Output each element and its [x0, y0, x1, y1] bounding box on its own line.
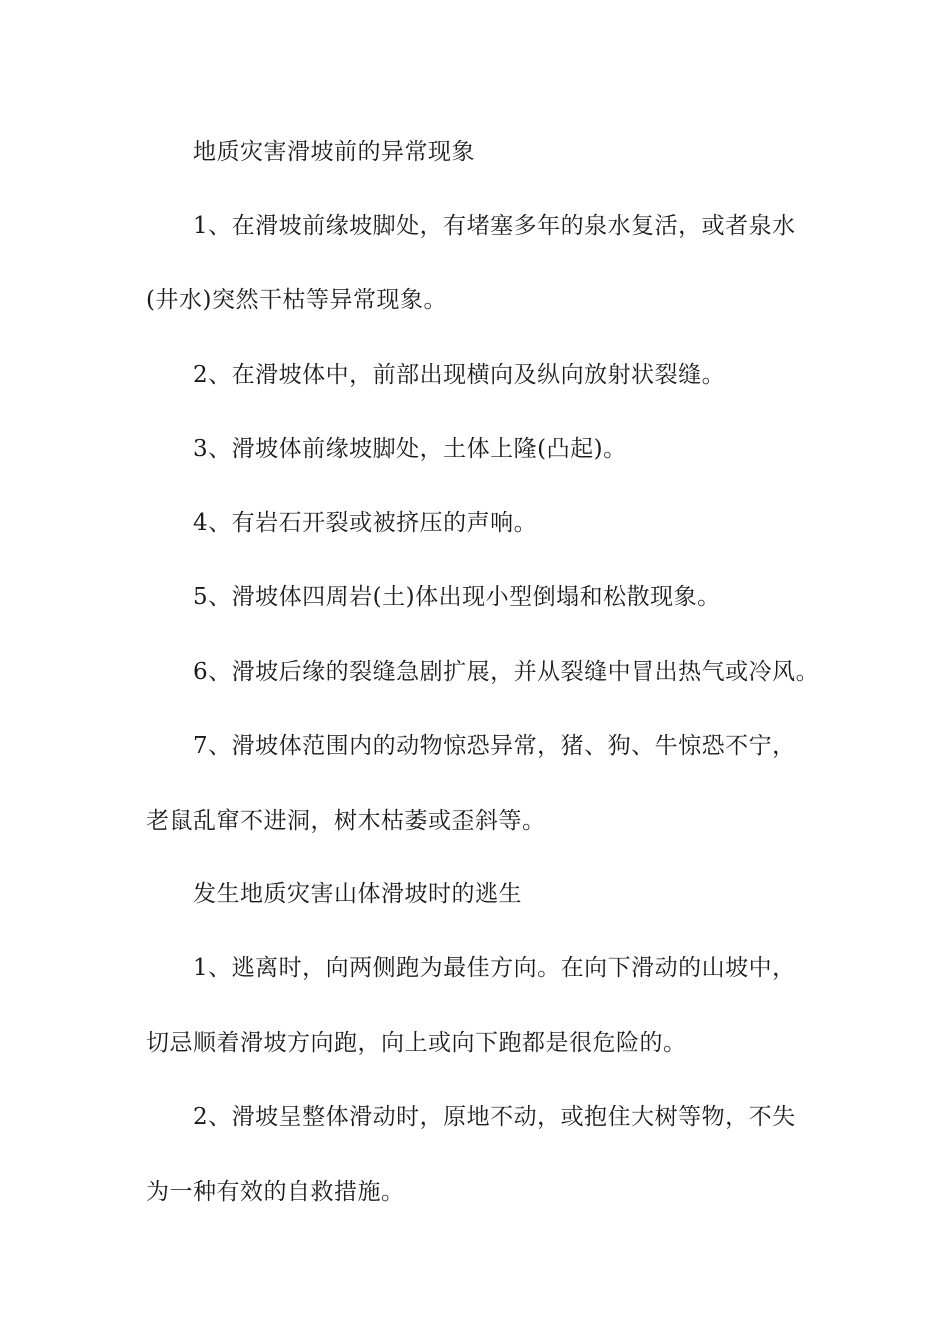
paragraph-line: 切忌顺着滑坡方向跑，向上或向下跑都是很危险的。: [146, 1030, 687, 1056]
paragraph-line: 5、滑坡体四周岩(土)体出现小型倒塌和松散现象。: [193, 584, 721, 610]
section-heading-precursors: 地质灾害滑坡前的异常现象: [193, 139, 475, 165]
section-heading-escape: 发生地质灾害山体滑坡时的逃生: [193, 881, 522, 907]
paragraph-line: 7、滑坡体范围内的动物惊恐异常，猪、狗、牛惊恐不宁，: [193, 733, 796, 759]
paragraph-line: 1、在滑坡前缘坡脚处，有堵塞多年的泉水复活，或者泉水: [193, 213, 796, 239]
paragraph-line: 2、滑坡呈整体滑动时，原地不动，或抱住大树等物，不失: [193, 1104, 796, 1130]
paragraph-line: 3、滑坡体前缘坡脚处，土体上隆(凸起)。: [193, 436, 627, 462]
paragraph-line: 4、有岩石开裂或被挤压的声响。: [193, 510, 538, 536]
paragraph-line: (井水)突然干枯等异常现象。: [146, 287, 447, 313]
paragraph-line: 2、在滑坡体中，前部出现横向及纵向放射状裂缝。: [193, 362, 726, 388]
paragraph-line: 6、滑坡后缘的裂缝急剧扩展，并从裂缝中冒出热气或冷风。: [193, 659, 820, 685]
paragraph-line: 为一种有效的自救措施。: [146, 1179, 405, 1205]
paragraph-line: 1、逃离时，向两侧跑为最佳方向。在向下滑动的山坡中，: [193, 955, 796, 981]
paragraph-line: 老鼠乱窜不进洞，树木枯萎或歪斜等。: [146, 808, 546, 834]
